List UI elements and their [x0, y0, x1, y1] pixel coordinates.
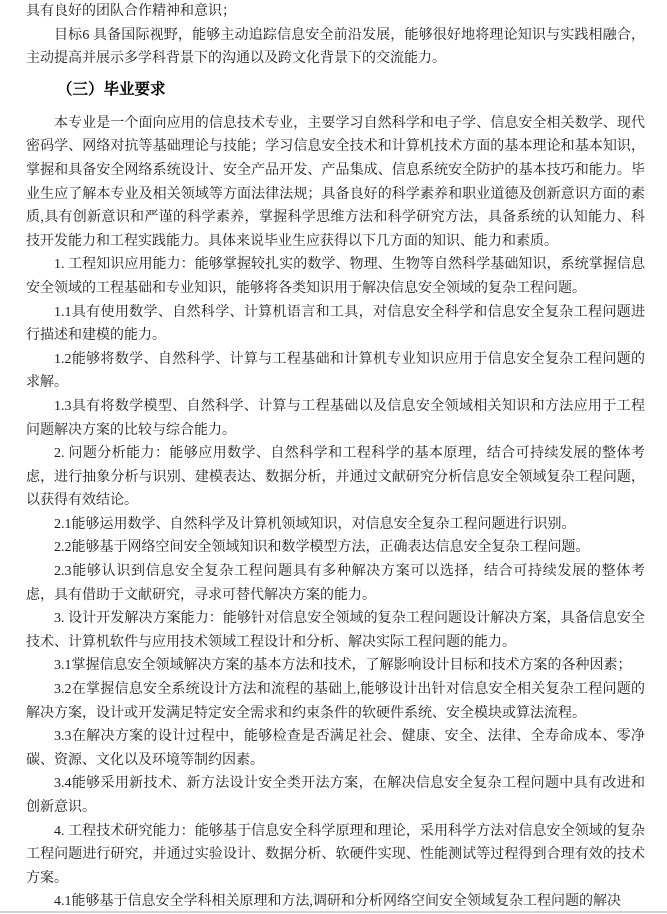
paragraph-req-1: 1. 工程知识应用能力：能够掌握较扎实的数学、物理、生物等自然科学基础知识，系统掌握信息安全领域的工程基础和专业知识，能够将各类知识用于解决信息安全领域的复杂工程问题。	[26, 257, 645, 296]
paragraph-goal6: 目标6 具备国际视野，能够主动追踪信息安全前沿发展，能够很好地将理论知识与实践相融合，主动提高并展示多学科背景下的沟通以及跨文化背景下的交流能力。	[26, 27, 645, 67]
paragraph-req-2: 2. 问题分析能力：能够应用数学、自然科学和工程科学的基本原理，结合可持续发展的整体考虑，进行抽象分析与识别、建模表达、数据分析，并通过文献研究分析信息安全领域复杂工程问题，以获得有效结论。	[26, 446, 645, 509]
paragraph-req-1-3: 1.3具有将数学模型、自然科学、计算与工程基础以及信息安全领域相关知识和方法应用于工程问题解决方案的比较与综合能力。	[26, 398, 645, 438]
paragraph-req-1-2: 1.2能够将数学、自然科学、计算与工程基础和计算机专业知识应用于信息安全复杂工程问题的求解。	[26, 351, 645, 391]
paragraph-req-4: 4. 工程技术研究能力：能够基于信息安全科学原理和理论，采用科学方法对信息安全领域的复杂工程问题进行研究，并通过实验设计、数据分析、软硬件实现、性能测试等过程得到合理有效的技术方案。	[26, 823, 645, 886]
paragraph-req-3-3: 3.3在解决方案的设计过程中，能够检查是否满足社会、健康、安全、法律、全寿命成本、零净碳、资源、文化以及环境等制约因素。	[26, 729, 645, 768]
paragraph-continuation: 具有良好的团队合作精神和意识；	[26, 4, 236, 19]
paragraph-req-3-2: 3.2在掌握信息安全系统设计方法和流程的基础上,能够设计出针对信息安全相关复杂工程问题的解决方案，设计或开发满足特定安全需求和约束条件的软硬件系统、安全模块或算法流程。	[26, 682, 645, 721]
paragraph-req-3-1: 3.1掌握信息安全领域解决方案的基本方法和技术，了解影响设计目标和技术方案的各种因素；	[54, 658, 632, 674]
paragraph-req-3-4: 3.4能够采用新技术、新方法设计安全类开法方案，在解决信息安全复杂工程问题中具有改进和创新意识。	[26, 776, 645, 815]
section-heading: （三）毕业要求	[57, 80, 166, 98]
paragraph-req-3: 3. 设计开发解决方案能力：能够针对信息安全领域的复杂工程问题设计解决方案，具备信息安全技术、计算机软件与应用技术领域工程设计和分析、解决实际工程问题的能力。	[26, 611, 645, 650]
paragraph-req-2-2: 2.2能够基于网络空间安全领域知识和数学模型方法，正确表达信息安全复杂工程问题。	[54, 540, 590, 556]
paragraph-req-4-1: 4.1能够基于信息安全学科相关原理和方法,调研和分析网络空间安全领域复杂工程问题的解决	[54, 894, 621, 910]
paragraph-req-1-1: 1.1具有使用数学、自然科学、计算机语言和工具，对信息安全科学和信息安全复杂工程问题进行描述和建模的能力。	[26, 304, 645, 344]
paragraph-major-overview: 本专业是一个面向应用的信息技术专业，主要学习自然科学和电子学、信息安全相关数学、现代密码学、网络对抗等基础理论与技能；学习信息安全技术和计算机技术方面的基本理论和基本知识，掌握和具备安全网络系统设计、安全产品开发、产品集成、信息系统安全防护的基本技巧和能力。毕业生应了解本专业及相关领域等方面法律法规；具备良好的科学素养和职业道德及创新意识方面的素质,具有创新意识和严谨的科学素养，掌握科学思维方法和科学研究方法，具备系统的认知能力、科技开发能力和工程实践能力。具体来说毕业生应获得以下几方面的知识、能力和素质。	[26, 115, 645, 249]
paragraph-req-2-1: 2.1能够运用数学、自然科学及计算机领域知识，对信息安全复杂工程问题进行识别。	[54, 516, 576, 532]
paragraph-req-2-3: 2.3能够认识到信息安全复杂工程问题具有多种解决方案可以选择，结合可持续发展的整体考虑，具有借助于文献研究，寻求可替代解决方案的能力。	[26, 564, 645, 603]
